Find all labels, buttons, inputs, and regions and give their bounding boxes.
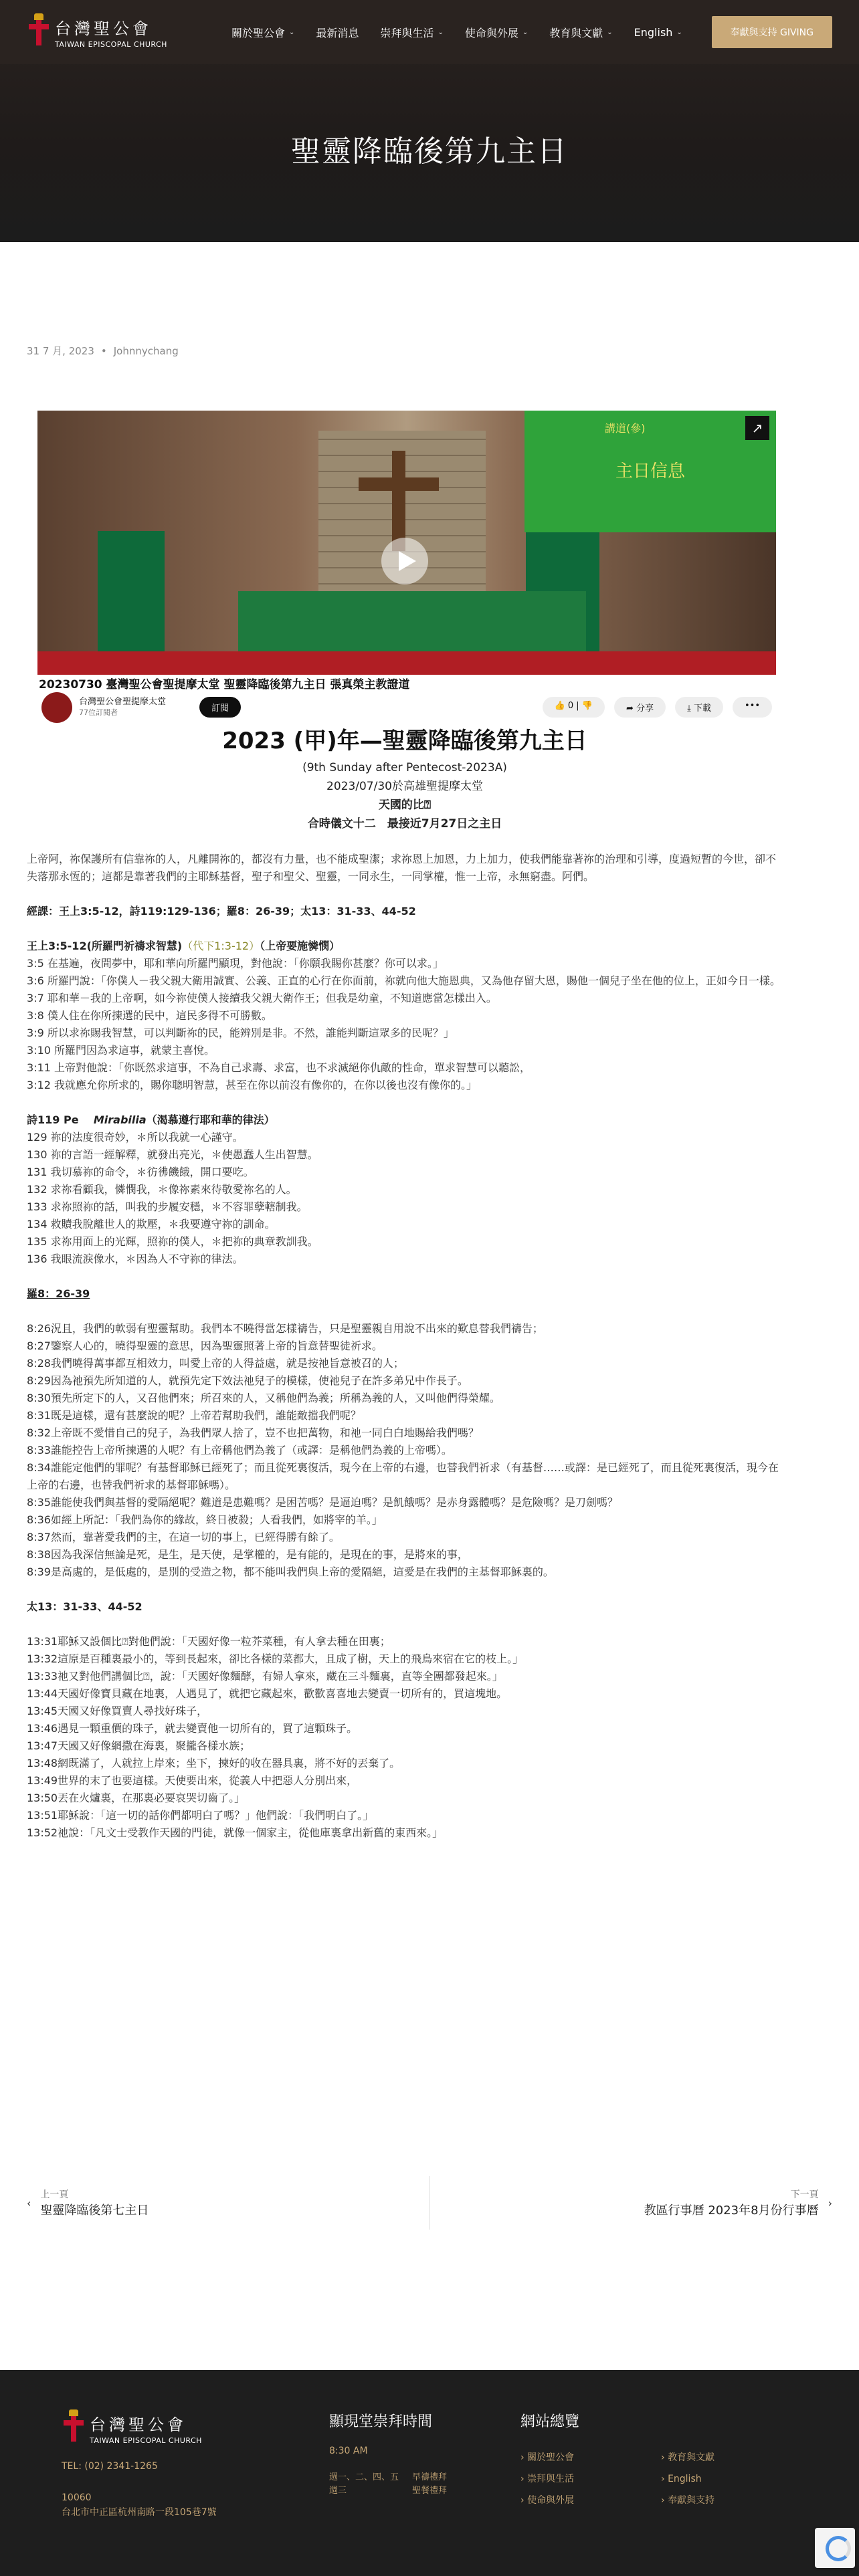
nav-item-education[interactable]: 教育與文獻 ⌄ [549, 26, 613, 39]
article-body [27, 724, 783, 1842]
nav-item-mission[interactable]: 使命與外展 ⌄ [464, 26, 529, 39]
collect-prayer: 上帝阿，祢保護所有信靠祢的人，凡離開祢的，都沒有力量，也不能成聖潔；求祢恩上加恩，力上加力，使我們能靠著祢的治理和引導，度過短暫的今世，卻不失落那永恆的；這都是靠著我們的主耶穌基督，聖子和聖父、聖靈，一同永生，一同掌權，惟一上帝，永無窮盡。阿們。 [27, 853, 777, 883]
epistle-title: 羅8：26-39 [27, 1287, 90, 1300]
prev-post-link[interactable]: ‹ 上一頁 聖靈降臨後第七主日 [27, 2189, 149, 2218]
verse-line: 3:7 耶和華－我的上帝啊，如今祢使僕人接續我父親大衛作王；但我是幼童，不知道應當怎樣出入。 [27, 992, 497, 1004]
readings-list: 經課：王上3:5-12，詩119:129-136；羅8：26-39；太13：31-33、44-52 [27, 905, 416, 918]
chevron-left-icon: ‹ [27, 2196, 31, 2210]
post-navigation [27, 2176, 832, 2230]
site-footer [0, 2370, 859, 2576]
verse-line: 13:32這原是百種裏最小的，等到長起來，卻比各樣的菜都大，且成了樹，天上的飛鳥來宿在它的枝上。」 [27, 1652, 524, 1665]
article-header [27, 724, 783, 833]
gospel-title: 太13：31-33、44-52 [27, 1600, 142, 1613]
article-heading: 2023 (甲)年—聖靈降臨後第九主日 [222, 728, 587, 754]
verse-line: 8:39是高處的，是低處的，是別的受造之物，都不能叫我們與上帝的愛隔絕，這愛是在我們的主基督耶穌裏的。 [27, 1566, 554, 1578]
nav-item-english[interactable]: English ⌄ [634, 25, 682, 39]
chevron-down-icon: ⌄ [522, 28, 529, 36]
download-button[interactable]: ⤓ 下載 [675, 697, 723, 718]
sitemap-title: 網站總覽 [520, 2413, 580, 2430]
verse-line: 8:26況且，我們的軟弱有聖靈幫助。我們本不曉得當怎樣禱告，只是聖靈親自用說不出來的歎息替我們禱告； [27, 1322, 543, 1335]
play-icon[interactable] [381, 538, 428, 584]
article-theme: 天國的比⍰ [378, 798, 432, 812]
verse-line: 8:37然而，靠著愛我們的主，在這一切的事上，已經得勝有餘了。 [27, 1531, 340, 1543]
footer-link-worship[interactable]: › 崇拜與生活 [520, 2468, 661, 2490]
channel-name: 台灣聖公會聖提摩太堂 [79, 696, 167, 707]
main-nav [221, 25, 693, 40]
verse-line: 13:51耶穌說：「這一切的話你們都明白了嗎？」他們說：「我們明白了。」 [27, 1809, 374, 1822]
verse-line: 13:44天國好像寶貝藏在地裏，人遇見了，就把它藏起來，歡歡喜喜地去變賣一切所有的，買這塊地。 [27, 1687, 508, 1700]
external-link-icon[interactable]: ↗ [745, 416, 769, 440]
verse-line: 132 求祢看顧我，憐憫我，＊像祢素來待敬愛祢名的人。 [27, 1183, 297, 1196]
more-button[interactable]: ••• [733, 697, 772, 718]
verse-line: 131 我切慕祢的命令，＊彷彿饑餓，開口要吃。 [27, 1166, 254, 1178]
site-logo[interactable] [27, 15, 181, 49]
verse-line: 8:34誰能定他們的罪呢？有基督耶穌已經死了；而且從死裏復活，現今在上帝的右邊，也替我們祈求（有基督……或譯：是已經死了，而且從死裏復活，現今在上帝的右邊，也替我們祈求的基督耶穌嗎）。 [27, 1461, 779, 1491]
verse-line: 8:33誰能控告上帝所揀選的人呢？有上帝稱他們為義了（或譯：是稱他們為義的上帝嗎）。 [27, 1444, 452, 1457]
footer-link-english[interactable]: › English [661, 2468, 801, 2490]
nav-item-worship[interactable]: 崇拜與生活 ⌄ [380, 26, 444, 39]
verse-line: 13:45天國又好像買賣人尋找好珠子， [27, 1705, 208, 1717]
verse-line: 130 祢的言語一經解釋，就發出亮光，＊使愚蠢人生出智慧。 [27, 1148, 318, 1161]
share-icon: ➦ [626, 704, 634, 714]
verse-line: 8:30預先所定下的人，又召他們來；所召來的人，又稱他們為義；所稱為義的人，又叫他們得榮耀。 [27, 1392, 500, 1404]
footer-link-education[interactable]: › 教育與文獻 [661, 2447, 801, 2468]
logo-english: TAIWAN EPISCOPAL CHURCH [55, 40, 167, 49]
verse-line: 13:52祂說：「凡文士受教作天國的門徒，就像一個家主，從他庫裏拿出新舊的東西來。」 [27, 1826, 444, 1839]
like-button[interactable]: 👍 0 | 👎 [543, 697, 605, 718]
video-embed[interactable] [37, 411, 776, 725]
reading1-title: 王上3:5-12(所羅門祈禱求智慧)（代下1:3-12）（上帝要施憐憫） [27, 940, 341, 952]
verse-line: 13:48網既滿了，人就拉上岸來；坐下，揀好的收在器具裏，將不好的丟棄了。 [27, 1757, 401, 1769]
article-place: 2023/07/30於高雄聖提摩太堂 [326, 780, 483, 793]
nav-item-about[interactable]: 關於聖公會 ⌄ [231, 26, 295, 39]
next-post-link[interactable]: 下一頁 教區行事曆 2023年8月份行事曆 › [644, 2189, 832, 2218]
footer-link-giving[interactable]: › 奉獻與支持 [661, 2490, 801, 2511]
post-author[interactable]: Johnnychang [113, 345, 179, 357]
footer-phone: TEL: (02) 2341-1265 [62, 2461, 158, 2472]
subscriber-count: 77位訂閱者 [79, 708, 118, 717]
church-crest-icon [27, 16, 51, 48]
verse-line: 3:10 所羅門因為求這事，就蒙主喜悅。 [27, 1044, 215, 1057]
verse-line: 3:6 所羅門說：「你僕人－我父親大衛用誠實、公義、正直的心行在你面前，祢就向他大施恩典，又為他存留大恩，賜他一個兒子坐在他的位上，正如今日一樣。 [27, 974, 781, 987]
video-title[interactable]: 20230730 臺灣聖公會聖提摩太堂 聖靈降臨後第九主日 張真榮主教證道 [37, 675, 776, 689]
verse-line: 8:27鑒察人心的，曉得聖靈的意思，因為聖靈照著上帝的旨意替聖徒祈求。 [27, 1339, 383, 1352]
psalm-title: 詩119 Pe Mirabilia（渴慕遵行耶和華的律法） [27, 1113, 275, 1126]
verse-line: 13:47天國又好像網撒在海裏，聚攏各樣水族； [27, 1739, 251, 1752]
church-crest-icon [62, 2412, 86, 2444]
video-toolbar [37, 689, 776, 725]
verse-line: 8:31既是這樣，還有甚麼說的呢？上帝若幫助我們，誰能敵擋我們呢？ [27, 1409, 361, 1422]
post-date: 31 7 月, 2023 [27, 345, 94, 357]
chevron-down-icon: ⌄ [438, 28, 444, 36]
verse-line: 133 求祢照祢的話，叫我的步履安穩，＊不容罪孽轄制我。 [27, 1200, 308, 1213]
epistle-text [27, 1320, 783, 1581]
page-title: 聖靈降臨後第九主日 [291, 134, 568, 169]
verse-line: 8:28我們曉得萬事都互相效力，叫愛上帝的人得益處，就是按祂旨意被召的人； [27, 1357, 404, 1370]
chevron-down-icon: ⌄ [289, 28, 295, 36]
site-header [0, 0, 859, 64]
thumbs-up-icon: 👍 [554, 701, 565, 711]
footer-link-mission[interactable]: › 使命與外展 [520, 2490, 661, 2511]
article-deadline: 合時儀文十二 最接近7月27日之主日 [307, 817, 502, 831]
chevron-down-icon: ⌄ [676, 28, 682, 36]
worship-schedule: 週一、二、四、五 週三 早禱禮拜 聖餐禮拜 [329, 2472, 448, 2496]
verse-line: 3:11 上帝對他說：「你既然求這事，不為自己求壽、求富，也不求滅絕你仇敵的性命，單求智慧可以聽訟， [27, 1061, 531, 1074]
download-icon: ⤓ [687, 704, 691, 714]
footer-link-about[interactable]: › 關於聖公會 [520, 2447, 661, 2468]
reading1-text [27, 955, 783, 1094]
verse-line: 8:29因為祂預先所知道的人，就預先定下效法祂兒子的模樣，使祂兒子在許多弟兄中作長子。 [27, 1374, 468, 1387]
channel-avatar[interactable] [41, 692, 72, 723]
verse-line: 13:50丟在火爐裏，在那裏必要哀哭切齒了。」 [27, 1792, 246, 1804]
verse-line: 13:46遇見一顆重價的珠子，就去變賣他一切所有的，買了這顆珠子。 [27, 1722, 358, 1735]
logo-chinese: 台灣聖公會 [55, 19, 152, 38]
chevron-right-icon: › [828, 2196, 832, 2210]
share-button[interactable]: ➦ 分享 [614, 697, 666, 718]
verse-line: 3:8 僕人住在你所揀選的民中，這民多得不可勝數。 [27, 1009, 272, 1022]
verse-line: 134 救贖我脫離世人的欺壓，＊我要遵守祢的訓命。 [27, 1218, 276, 1230]
footer-address: 10060 台北市中正區杭州南路一段105巷7號 [62, 2492, 217, 2518]
post-meta: 31 7 月, 2023 • Johnnychang [27, 345, 179, 357]
video-screen: 講道(參) 主日信息 [524, 411, 776, 532]
worship-title: 顯現堂崇拜時間 [329, 2413, 433, 2430]
verse-line: 136 我眼流淚像水，＊因為人不守祢的律法。 [27, 1253, 244, 1265]
recaptcha-badge[interactable] [815, 2528, 855, 2568]
verse-line: 8:36如經上所記：「我們為你的緣故，終日被殺；人看我們，如將宰的羊。」 [27, 1513, 383, 1526]
verse-line: 13:31耶穌又設個比⍰對他們說：「天國好像一粒芥菜種，有人拿去種在田裏； [27, 1635, 391, 1648]
verse-line: 129 祢的法度很奇妙，＊所以我就一心謹守。 [27, 1131, 244, 1144]
thumbs-down-icon: 👎 [581, 701, 593, 711]
verse-line: 3:5 在基遍，夜間夢中，耶和華向所羅門顯現，對他說：「你願我賜你甚麼？你可以求。」 [27, 957, 444, 970]
verse-line: 3:9 所以求祢賜我智慧，可以判斷祢的民，能辨別是非。不然，誰能判斷這眾多的民呢？」 [27, 1027, 454, 1039]
gospel-text [27, 1633, 783, 1842]
nav-item-news[interactable]: 最新消息 [316, 26, 359, 39]
verse-line: 8:38因為我深信無論是死，是生，是天使，是掌權的，是有能的，是現在的事，是將來的事， [27, 1548, 468, 1561]
article-subheading: (9th Sunday after Pentecost-2023A) [302, 761, 507, 774]
chevron-down-icon: ⌄ [607, 28, 613, 36]
verse-line: 3:12 我就應允你所求的，賜你聰明智慧，甚至在你以前沒有像你的，在你以後也沒有像你的。」 [27, 1079, 478, 1091]
verse-line: 8:35誰能使我們與基督的愛隔絕呢？難道是患難嗎？是困苦嗎？是逼迫嗎？是飢餓嗎？是赤身露體嗎？是危險嗎？是刀劍嗎？ [27, 1496, 618, 1509]
verse-line: 8:32上帝既不愛惜自己的兒子，為我們眾人捨了，豈不也把萬物，和祂一同白白地賜給我們嗎？ [27, 1426, 479, 1439]
footer-logo[interactable]: 台灣聖公會 TAIWAN EPISCOPAL CHURCH [62, 2411, 235, 2445]
verse-line: 13:49世界的末了也要這樣。天使要出來，從義人中把惡人分別出來， [27, 1774, 358, 1787]
verse-line: 135 求祢用面上的光輝，照祢的僕人，＊把祢的典章教訓我。 [27, 1235, 318, 1248]
psalm-text [27, 1129, 783, 1268]
subscribe-button[interactable]: 訂閱 [199, 697, 241, 718]
giving-button[interactable]: 奉獻與支持 GIVING [712, 16, 832, 48]
worship-time: 8:30 AM [329, 2446, 368, 2456]
verse-line: 13:33祂又對他們講個比⍰，說：「天國好像麵酵，有婦人拿來，藏在三斗麵裏，直等全團都發起來。」 [27, 1670, 503, 1683]
